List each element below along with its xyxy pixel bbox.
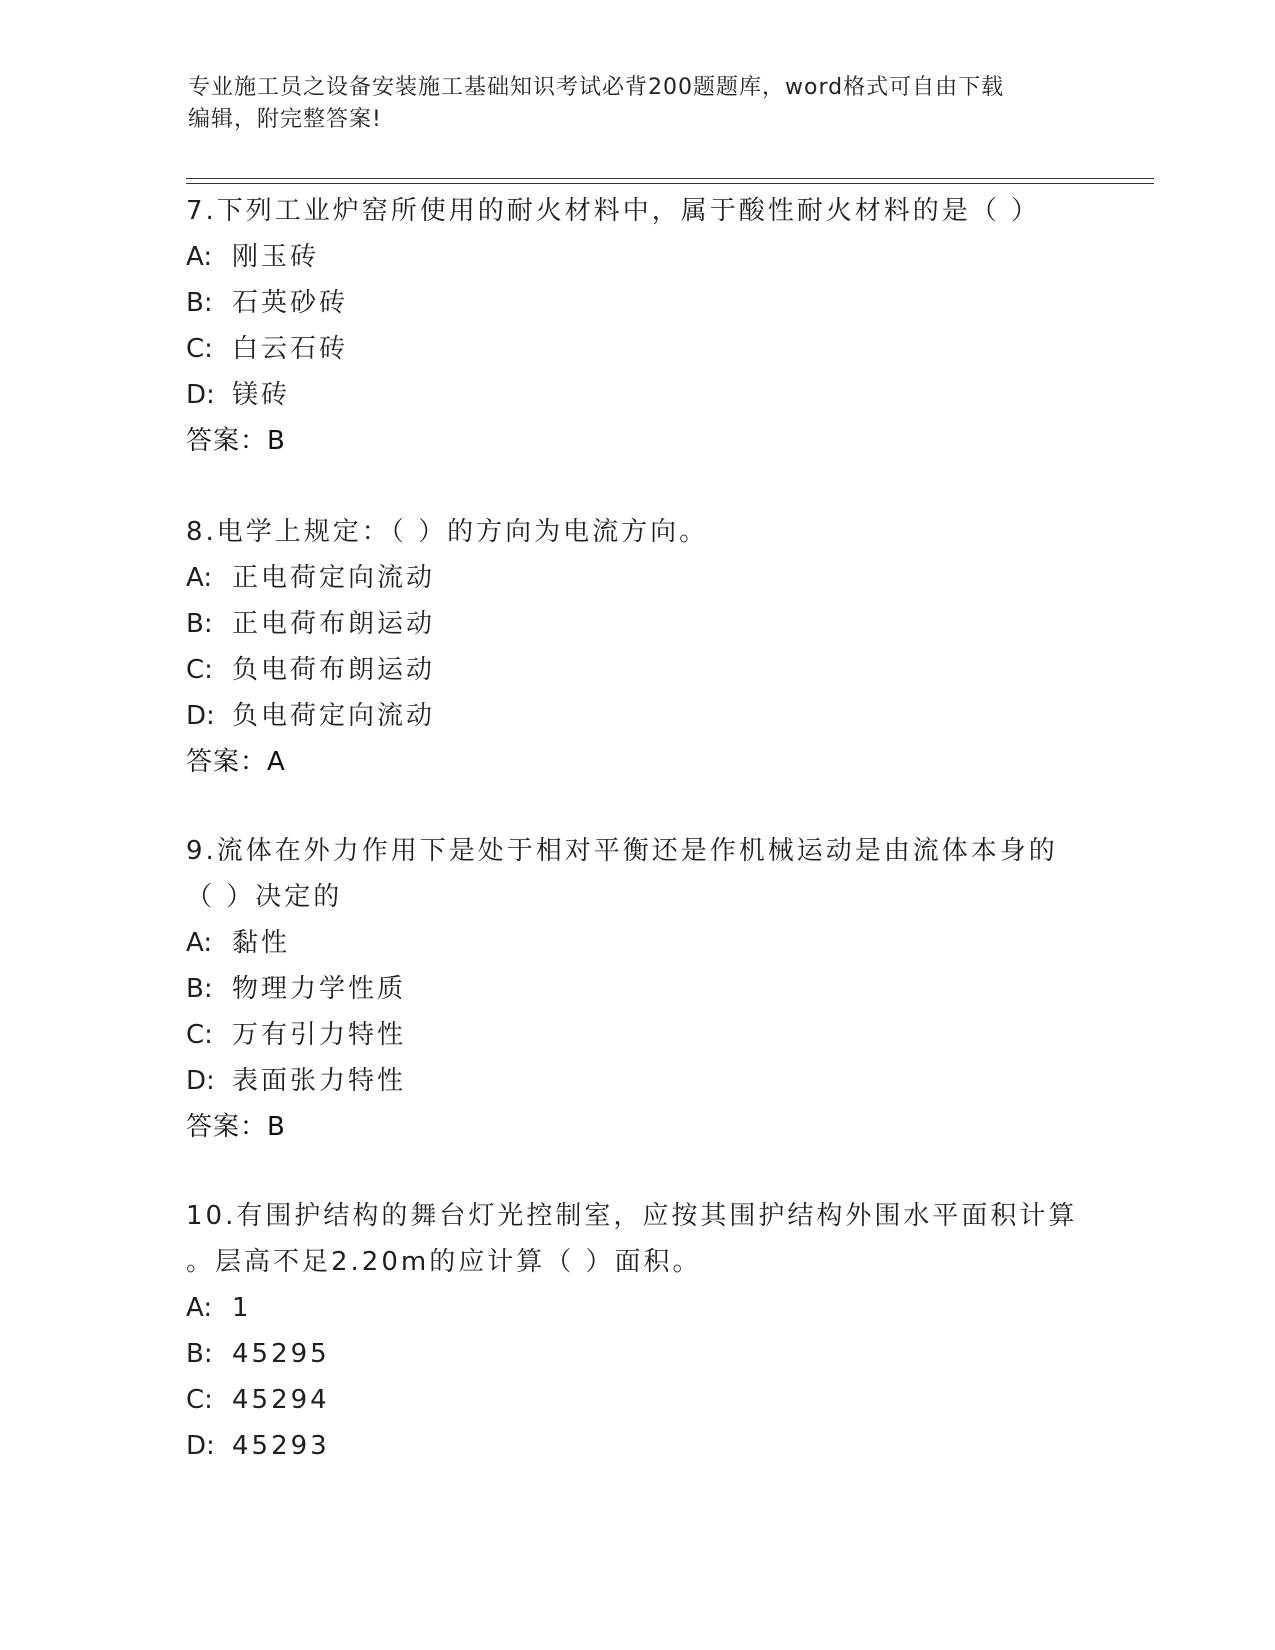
option-d [186,1058,1086,1104]
question-stem: 8.电学上规定：（ ）的方向为电流方向。 [186,517,709,547]
option-text: 镁砖 [232,380,291,410]
option-key: C: [186,1385,213,1415]
option-text: 石英砂砖 [232,288,349,318]
option-text: 黏性 [232,928,291,958]
option-a [186,234,1086,280]
option-a [186,555,1086,601]
answer: 答案：B [186,426,286,456]
option-c [186,647,1086,693]
option-b [186,966,1086,1012]
option-text: 负电荷定向流动 [232,701,436,731]
question-9 [186,828,1086,1150]
option-key: B: [186,974,213,1004]
option-key: D: [186,380,215,410]
option-text: 表面张力特性 [232,1066,407,1096]
header-line-2: 编辑，附完整答案! [188,107,382,132]
header-line-1: 专业施工员之设备安装施工基础知识考试必背200题题库，word格式可自由下载 [188,75,1005,100]
option-a [186,1285,1086,1331]
question-stem-continued: 。层高不足2.20m的应计算（ ）面积。 [186,1247,702,1277]
option-text: 45293 [232,1431,330,1461]
option-c [186,326,1086,372]
option-key: B: [186,609,213,639]
question-7 [186,188,1086,464]
option-text: 正电荷定向流动 [232,563,436,593]
option-key: A: [186,242,213,272]
option-d [186,693,1086,739]
answer: 答案：A [186,747,286,777]
option-key: A: [186,563,213,593]
option-text: 1 [232,1293,252,1323]
option-key: B: [186,1339,213,1369]
option-text: 负电荷布朗运动 [232,655,436,685]
option-d [186,372,1086,418]
option-c [186,1377,1086,1423]
option-key: C: [186,1020,213,1050]
option-b [186,601,1086,647]
option-text: 白云石砖 [232,334,349,364]
answer: 答案：B [186,1112,286,1142]
option-text: 45294 [232,1385,330,1415]
document-header [188,72,1068,136]
option-key: C: [186,655,213,685]
option-b [186,1331,1086,1377]
option-key: B: [186,288,213,318]
option-key: A: [186,1293,213,1323]
option-key: D: [186,701,215,731]
question-stem: 7.下列工业炉窑所使用的耐火材料中，属于酸性耐火材料的是（ ） [186,196,1041,226]
option-d [186,1423,1086,1469]
question-stem: 9.流体在外力作用下是处于相对平衡还是作机械运动是由流体本身的 [186,836,1058,866]
option-key: D: [186,1431,215,1461]
option-b [186,280,1086,326]
option-text: 万有引力特性 [232,1020,407,1050]
question-stem-continued: （ ）决定的 [186,882,343,912]
option-key: C: [186,334,213,364]
header-rule-top [186,178,1154,179]
question-8 [186,509,1086,785]
option-text: 正电荷布朗运动 [232,609,436,639]
question-stem: 10.有围护结构的舞台灯光控制室，应按其围护结构外围水平面积计算 [186,1201,1078,1231]
option-key: D: [186,1066,215,1096]
header-rule-bottom [186,183,1154,184]
option-text: 45295 [232,1339,330,1369]
option-key: A: [186,928,213,958]
option-text: 物理力学性质 [232,974,407,1004]
question-10 [186,1193,1086,1469]
option-a [186,920,1086,966]
option-c [186,1012,1086,1058]
option-text: 刚玉砖 [232,242,320,272]
